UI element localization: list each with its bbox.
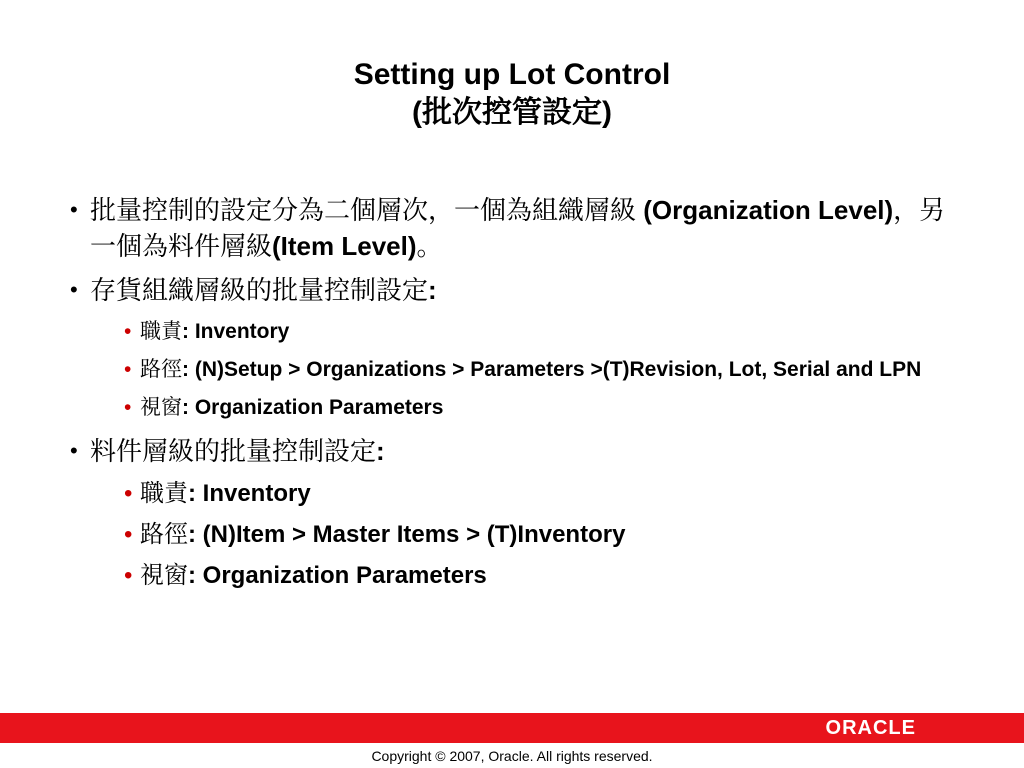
sub-bullet-label: 職責: [140, 320, 182, 343]
bullet-heading: 存貨組織層級的批量控制設定: [90, 275, 429, 305]
sub-bullet-value: : Organization Parameters: [182, 396, 444, 419]
title-line-1: Setting up Lot Control: [353, 58, 671, 91]
bullet-text-part: (Item Level): [272, 231, 417, 261]
sub-bullet-label: 職責: [140, 480, 188, 507]
bullet-lot-control-levels: [70, 192, 970, 264]
sub-bullet-label: 路徑: [140, 521, 188, 548]
sub-bullet-label: 視窗: [140, 562, 188, 589]
bullet-text-part: 。: [416, 231, 443, 261]
sub-bullet-dot-icon: •: [124, 480, 133, 507]
slide-body: [70, 192, 970, 600]
sub-bullet-dot-icon: •: [124, 396, 132, 419]
bullet-item-level-setup: [70, 433, 970, 469]
logo-text: ORACLE: [825, 717, 916, 739]
bullet-text-part: (Organization Level): [643, 195, 894, 225]
sub-bullet-dot-icon: •: [124, 320, 132, 343]
bullet-dot-icon: •: [70, 197, 78, 222]
title-line-2: (批次控管設定): [412, 96, 612, 129]
sub-bullet-navigation-path: [124, 518, 970, 552]
sub-bullet-navigation-path: [124, 354, 970, 385]
slide-title: [0, 56, 1024, 132]
bullet-text-part: 批量控制的設定分為二個層次，一個為組織層級: [90, 195, 644, 225]
sub-bullet-value: : Organization Parameters: [188, 562, 487, 589]
bullet-colon: :: [428, 275, 437, 305]
bullet-text-part: ，另一個為料件層級: [90, 195, 946, 261]
copyright-notice: Copyright © 2007, Oracle. All rights reserved.: [371, 748, 653, 764]
sub-bullet-window: [124, 559, 970, 593]
bullet-org-level-setup: [70, 272, 970, 308]
sub-bullet-value: : Inventory: [182, 320, 290, 343]
sub-bullet-dot-icon: •: [124, 562, 133, 589]
sub-bullet-window: [124, 392, 970, 423]
sub-bullet-dot-icon: •: [124, 358, 132, 381]
sub-bullet-label: 路徑: [140, 358, 182, 381]
sub-bullet-value: : (N)Item > Master Items > (T)Inventory: [188, 521, 626, 548]
sub-bullet-label: 視窗: [140, 396, 182, 419]
bullet-dot-icon: •: [70, 438, 78, 463]
sub-bullet-responsibility: [124, 316, 970, 347]
sub-bullet-responsibility: [124, 477, 970, 511]
oracle-logo: [826, 718, 916, 738]
sub-bullet-dot-icon: •: [124, 521, 133, 548]
sub-bullet-value: : (N)Setup > Organizations > Parameters >(T)Revision, Lot, Serial and LPN: [182, 358, 922, 381]
bullet-dot-icon: •: [70, 277, 78, 302]
bullet-heading: 料件層級的批量控制設定: [90, 436, 377, 466]
bullet-colon: :: [376, 436, 385, 466]
sub-bullet-value: : Inventory: [188, 480, 311, 507]
